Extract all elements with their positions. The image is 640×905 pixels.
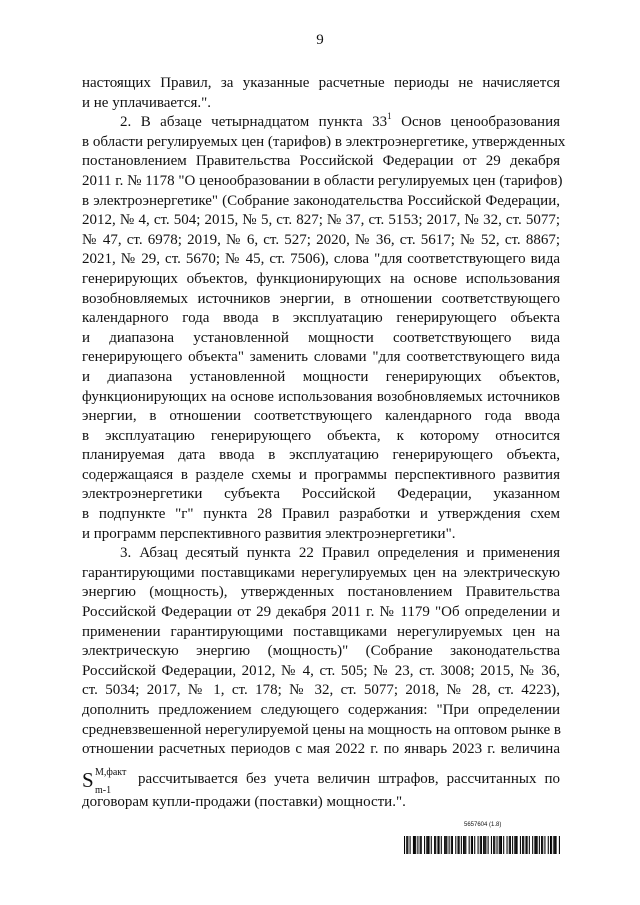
barcode-bar	[556, 836, 557, 854]
barcode-bar	[465, 836, 466, 854]
barcode-bar	[534, 836, 535, 854]
barcode-bar	[446, 836, 447, 854]
item-2-text-a: 2. В абзаце четырнадцатом пункта 33	[120, 114, 388, 131]
barcode-bar	[520, 836, 521, 854]
text-line: и диапазона установленной мощности генерирующих объектов,	[82, 368, 560, 385]
barcode-bar	[523, 836, 524, 854]
item-2-first-line	[82, 113, 560, 133]
barcode-bar	[512, 836, 513, 854]
barcode-bar	[413, 836, 414, 854]
barcode-bar	[449, 836, 450, 854]
barcode-bar	[463, 836, 464, 854]
barcode-bar	[494, 836, 495, 854]
barcode-bar	[471, 836, 472, 854]
barcode-bar	[551, 836, 552, 854]
item-3-first-line: 3. Абзац десятый пункта 22 Правил определения и применения	[120, 545, 560, 562]
text-line: 2012, № 4, ст. 504; 2015, № 5, ст. 827; № 37, ст. 5153; 2017, № 32, ст. 5077;	[82, 212, 560, 229]
symbol-subscript: m-1	[95, 784, 112, 796]
barcode-bar	[417, 836, 418, 854]
barcode	[404, 836, 560, 854]
document-body	[82, 74, 566, 812]
barcode-bar	[488, 836, 489, 854]
barcode-bar	[457, 836, 458, 854]
barcode-bar	[437, 836, 438, 854]
barcode-bar	[496, 836, 497, 854]
barcode-bar	[539, 836, 540, 854]
text-line: функционирующих на основе использования возобновляемых источников	[82, 388, 560, 405]
barcode-bar	[527, 836, 528, 854]
barcode-bar	[541, 836, 542, 854]
text-line: в подпункте "г" пункта 28 Правил разработки и утверждения схем	[82, 506, 560, 523]
text-line: договорам купли-продажи (поставки) мощности.".	[82, 793, 406, 810]
text-line: генерирующих объектов, функционирующих на основе использования	[82, 270, 560, 287]
barcode-bar	[414, 836, 415, 854]
document-code: 5657604 (1.8)	[464, 822, 502, 828]
barcode-bar	[455, 836, 456, 854]
barcode-bar	[515, 836, 516, 854]
barcode-bar	[406, 836, 407, 854]
item-2-superscript: 1	[387, 111, 392, 122]
text-line: и программ перспективного развития электроэнергетики".	[82, 525, 456, 542]
text-line: гарантирующими поставщиками нерегулируемых цен на электрическую	[82, 564, 560, 581]
text-line: рассчитывается без учета величин штрафов, рассчитанных по	[138, 770, 561, 787]
text-line: применении гарантирующими поставщиками нерегулируемых цен на	[82, 623, 560, 640]
text-line: и диапазона установленной мощности соответствующего вида	[82, 329, 560, 346]
barcode-bar	[550, 836, 551, 854]
barcode-bar	[485, 836, 486, 854]
barcode-bar	[426, 836, 427, 854]
barcode-bar	[431, 836, 432, 854]
barcode-bar	[435, 836, 436, 854]
text-line: Российской Федерации от 29 декабря 2011 г. № 1179 "Об определении и	[82, 604, 560, 621]
barcode-bar	[503, 836, 504, 854]
barcode-bar	[461, 836, 462, 854]
barcode-bar	[535, 836, 536, 854]
barcode-bar	[500, 836, 501, 854]
barcode-bar	[410, 836, 411, 854]
barcode-bar	[514, 836, 515, 854]
text-line: содержащаяся в разделе схемы и программы перспективного развития	[82, 466, 560, 483]
text-line: генерирующего объекта" заменить словами "для соответствующего вида	[82, 349, 560, 366]
barcode-bar	[469, 836, 470, 854]
text-line: отношении расчетных периодов с мая 2022 г. по январь 2023 г. величина	[82, 741, 560, 758]
barcode-bar	[439, 836, 440, 854]
barcode-bar	[444, 836, 445, 854]
barcode-bar	[522, 836, 523, 854]
barcode-bar	[434, 836, 435, 854]
text-line: постановлением Правительства Российской Федерации от 29 декабря	[82, 153, 560, 170]
text-line: энергии, в отношении соответствующего календарного года ввода	[82, 408, 560, 425]
barcode-bar	[472, 836, 473, 854]
barcode-bar	[493, 836, 494, 854]
text-line: и не уплачивается.".	[82, 94, 211, 111]
barcode-bar	[445, 836, 446, 854]
barcode-bar	[553, 836, 554, 854]
barcode-bar	[517, 836, 518, 854]
text-line: дополнить предложением следующего содержания: "При определении	[82, 702, 560, 718]
text-line: планируемая дата ввода в эксплуатацию генерирующего объекта,	[82, 447, 560, 464]
text-line: 2011 г. № 1178 "О ценообразовании в области регулируемых цен (тарифов)	[82, 172, 563, 189]
text-line: в эксплуатацию генерирующего объекта, к которому относится	[82, 427, 560, 444]
text-line: ст. 5034; 2017, № 1, ст. 178; № 32, ст. 5077; 2018, № 28, ст. 4223),	[82, 682, 560, 699]
barcode-bar	[525, 836, 526, 854]
barcode-bar	[451, 836, 452, 854]
barcode-bar	[474, 836, 475, 854]
barcode-bar	[548, 836, 549, 854]
text-line: 2021, № 29, ст. 5670; № 45, ст. 7506), слова "для соответствующего вида	[82, 251, 560, 268]
barcode-bar	[407, 836, 408, 854]
barcode-bar	[491, 836, 492, 854]
text-line: в электроэнергетике" (Собрание законодательства Российской Федерации,	[82, 192, 560, 209]
symbol-superscript: М,факт	[95, 766, 127, 778]
text-line: в области регулируемых цен (тарифов) в электроэнергетике, утвержденных	[82, 133, 566, 150]
barcode-bar	[484, 836, 485, 854]
barcode-bar	[415, 836, 416, 854]
text-line: № 47, ст. 6978; 2019, № 6, ст. 527; 2020, № 36, ст. 5617; № 52, ст. 8867;	[82, 231, 560, 248]
text-line: электроэнергетики субъекта Российской Федерации, указанном	[82, 486, 560, 503]
barcode-bar	[554, 836, 555, 854]
barcode-bar	[509, 836, 510, 854]
barcode-bar	[529, 836, 530, 854]
barcode-bar	[544, 836, 545, 854]
barcode-bar	[427, 836, 428, 854]
barcode-bar	[464, 836, 465, 854]
barcode-bar	[532, 836, 533, 854]
page-number: 9	[316, 32, 324, 48]
symbol-base: S	[82, 767, 94, 792]
barcode-bar	[421, 836, 422, 854]
formula-line	[82, 763, 561, 796]
item-2-text-b: Основ ценообразования	[391, 114, 561, 131]
text-line: возобновляемых источников энергии, в отношении соответствующего	[82, 290, 560, 307]
text-line: электрическую энергию (мощность)" (Собрание законодательства	[82, 643, 560, 660]
barcode-bar	[404, 836, 405, 854]
barcode-bar	[499, 836, 500, 854]
text-line: средневзвешенной нерегулируемой цены на мощность на оптовом рынке в	[82, 721, 562, 738]
barcode-bar	[483, 836, 484, 854]
barcode-bar	[481, 836, 482, 854]
barcode-bar	[424, 836, 425, 854]
s-mfact-symbol	[82, 763, 130, 796]
barcode-bar	[559, 836, 560, 854]
text-line: энергию (мощность), утвержденных постановлением Правительства	[82, 584, 560, 601]
barcode-bar	[459, 836, 460, 854]
barcode-bar	[507, 836, 508, 854]
barcode-bar	[441, 836, 442, 854]
barcode-bar	[537, 836, 538, 854]
barcode-bar	[501, 836, 502, 854]
text-line: Российской Федерации, 2012, № 4, ст. 505; № 23, ст. 3008; 2015, № 36,	[82, 662, 560, 679]
barcode-bar	[542, 836, 543, 854]
barcode-bar	[480, 836, 481, 854]
barcode-bar	[452, 836, 453, 854]
barcode-bar	[510, 836, 511, 854]
barcode-bar	[478, 836, 479, 854]
text-line: настоящих Правил, за указанные расчетные периоды не начисляется	[82, 75, 560, 91]
barcode-bar	[420, 836, 421, 854]
barcode-bar	[429, 836, 430, 854]
text-line: календарного года ввода в эксплуатацию генерирующего объекта	[82, 310, 560, 327]
